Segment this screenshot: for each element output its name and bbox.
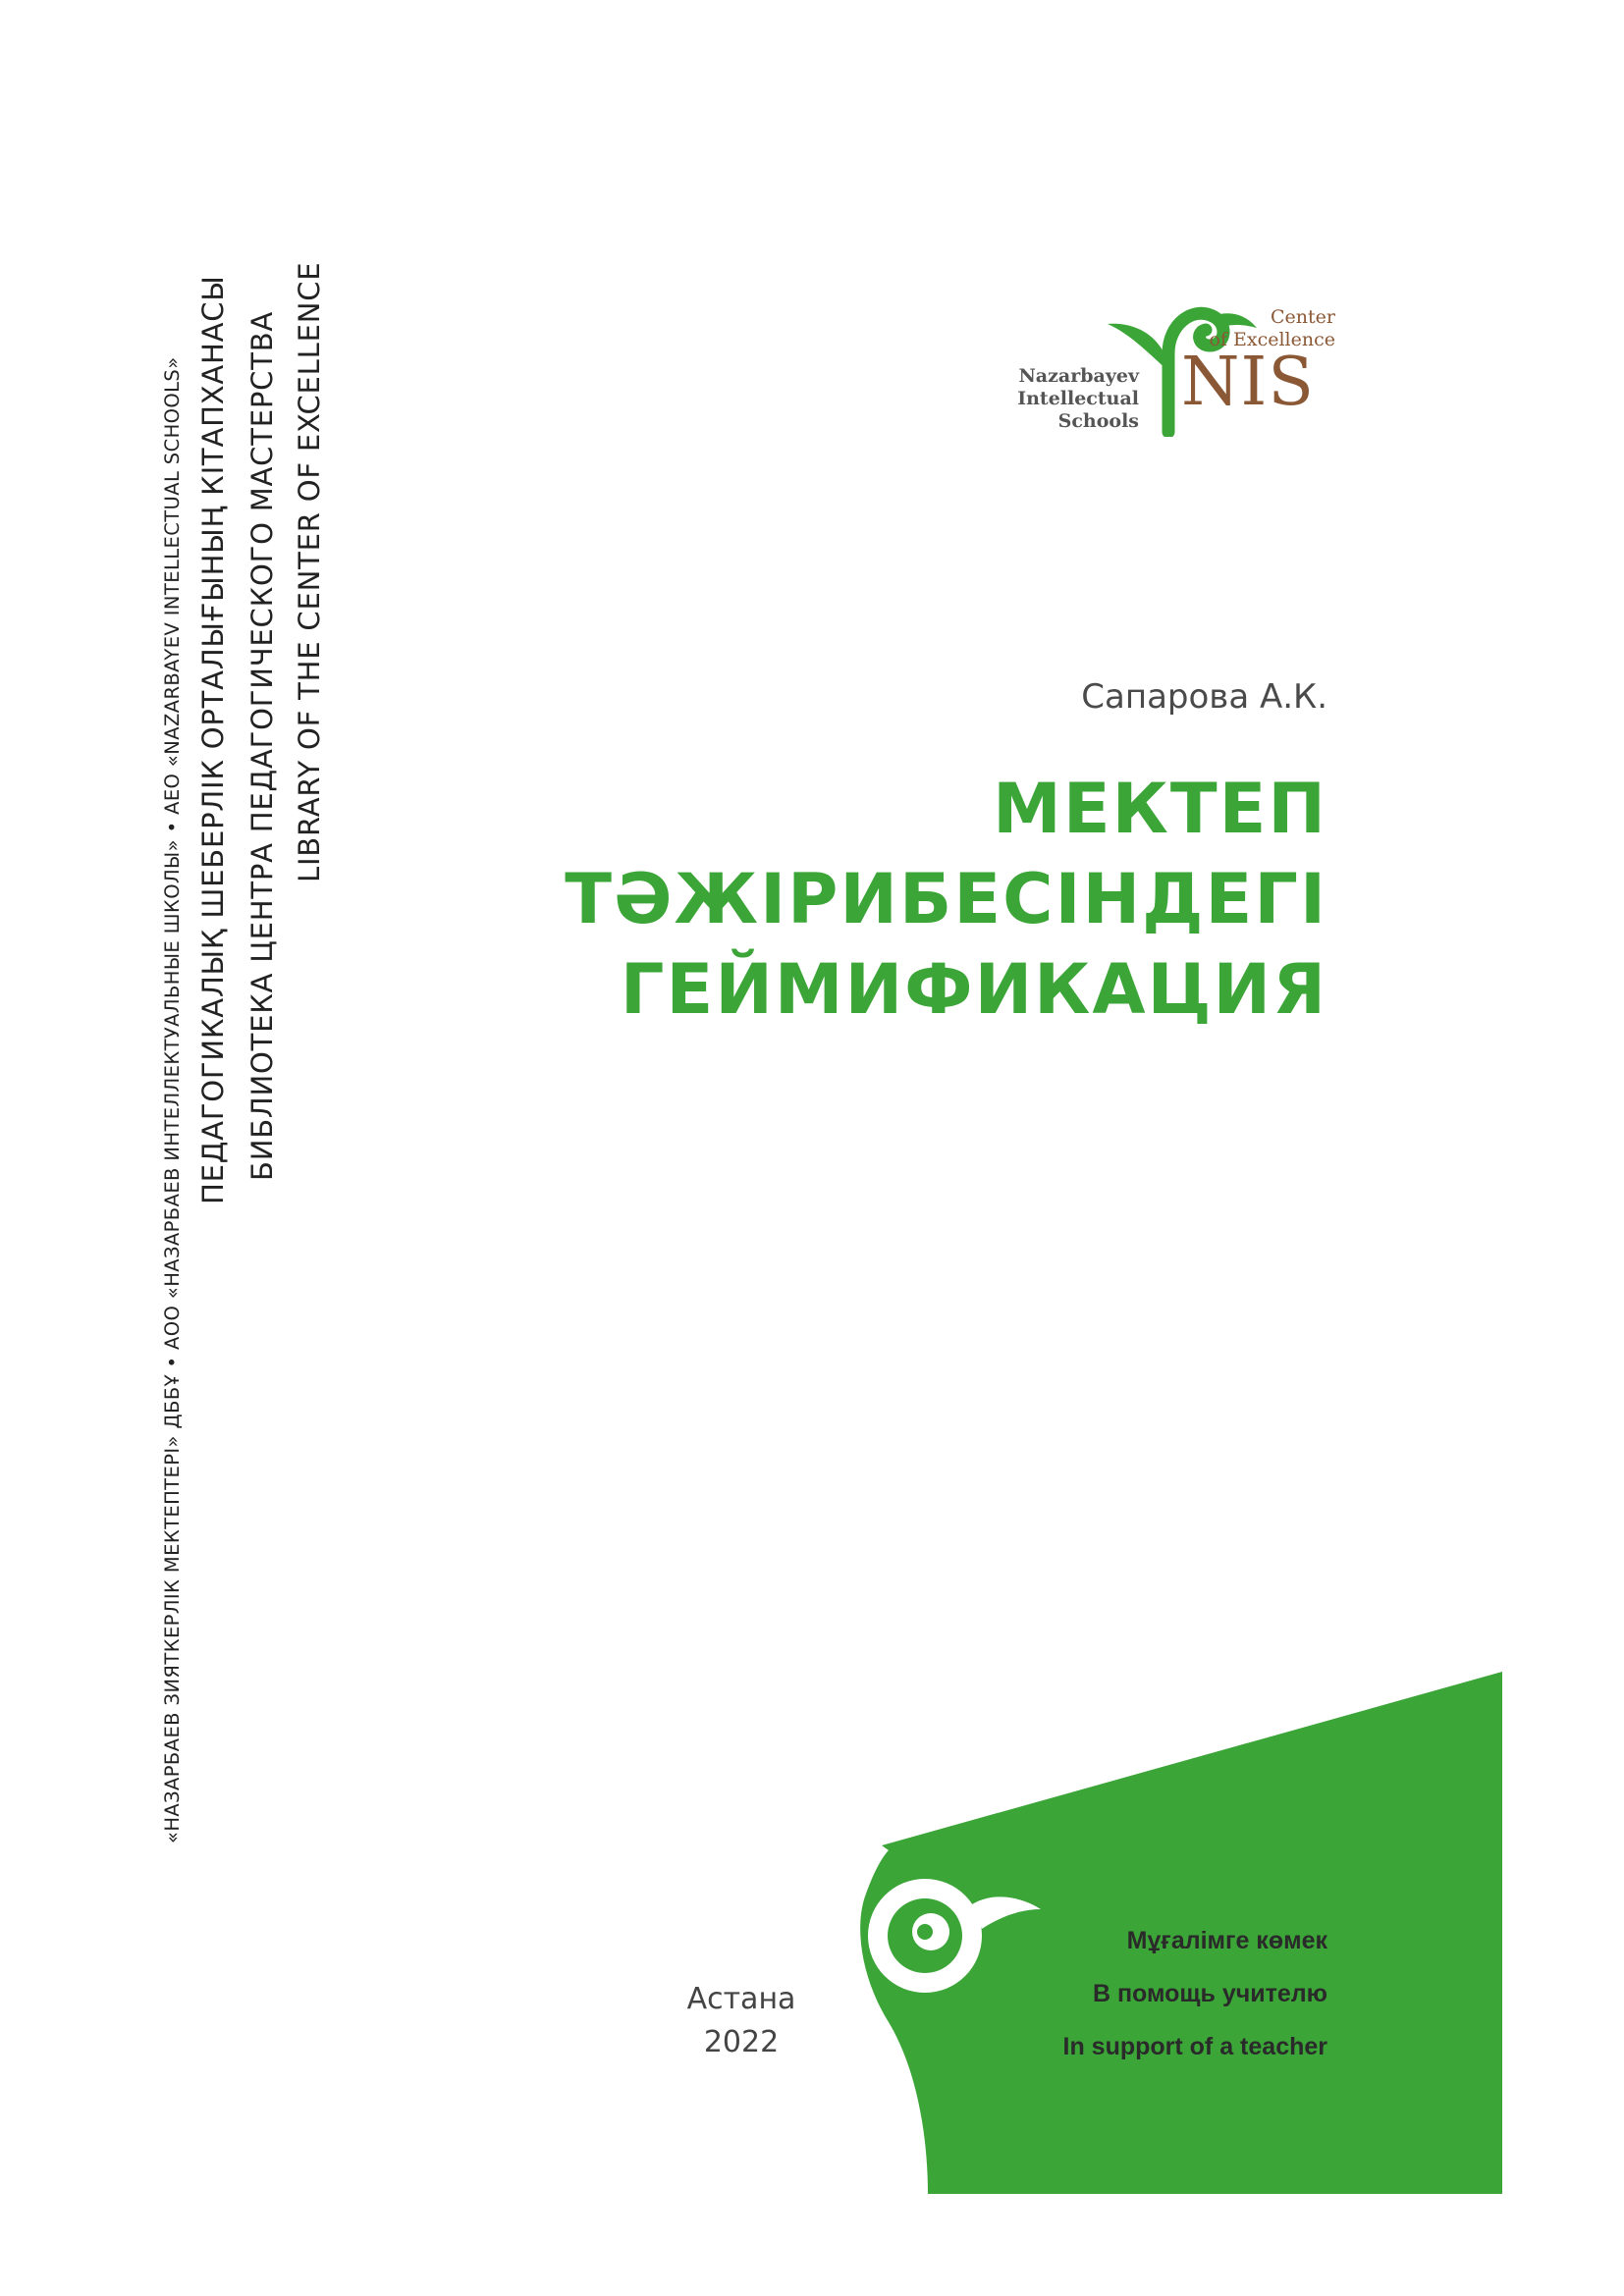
logo-center-of-excellence: Center of Excellence (1209, 306, 1335, 350)
series-ru: В помощь учителю (1092, 1980, 1327, 2007)
imprint-year: 2022 (703, 2025, 780, 2059)
logo-nis-abbr: NIS (1181, 344, 1315, 421)
series-labels (1063, 1914, 1327, 2073)
author-name: Сапарова А.К. (1081, 677, 1327, 717)
spine-library-ru: БИБЛИОТЕКА ЦЕНТРА ПЕДАГОГИЧЕСКОГО МАСТЕРСТВА (245, 310, 279, 1181)
spine-library-en: LIBRARY OF THE CENTER OF EXCELLENCE (293, 261, 326, 882)
series-kk: Мұғалімге көмек (1126, 1927, 1327, 1954)
logo-nazarbayev-intellectual-schools: Nazarbayev Intellectual Schools (1017, 365, 1139, 432)
title-line-1: МЕКТЕП (993, 769, 1327, 849)
imprint (648, 1978, 835, 2064)
title-line-3: ГЕЙМИФИКАЦИЯ (620, 949, 1327, 1030)
series-en: In support of a teacher (1062, 2033, 1327, 2060)
imprint-city: Астана (686, 1982, 796, 2016)
spine-organization-line: «НАЗАРБАЕВ ЗИЯТКЕРЛІК МЕКТЕПТЕРІ» ДББҰ • АОО «НАЗАРБАЕВ ИНТЕЛЛЕКТУАЛЬНЫЕ ШКОЛЫ» • AEO «NAZARBAYEV INTELLECTUAL SCHOOLS» (161, 356, 184, 1843)
spine-library-kk: ПЕДАГОГИКАЛЫҚ ШЕБЕРЛІК ОРТАЛЫҒЫНЫҢ КІТАПХАНАСЫ (196, 275, 230, 1204)
title-line-2: ТӘЖІРИБЕСІНДЕГІ (565, 859, 1327, 939)
